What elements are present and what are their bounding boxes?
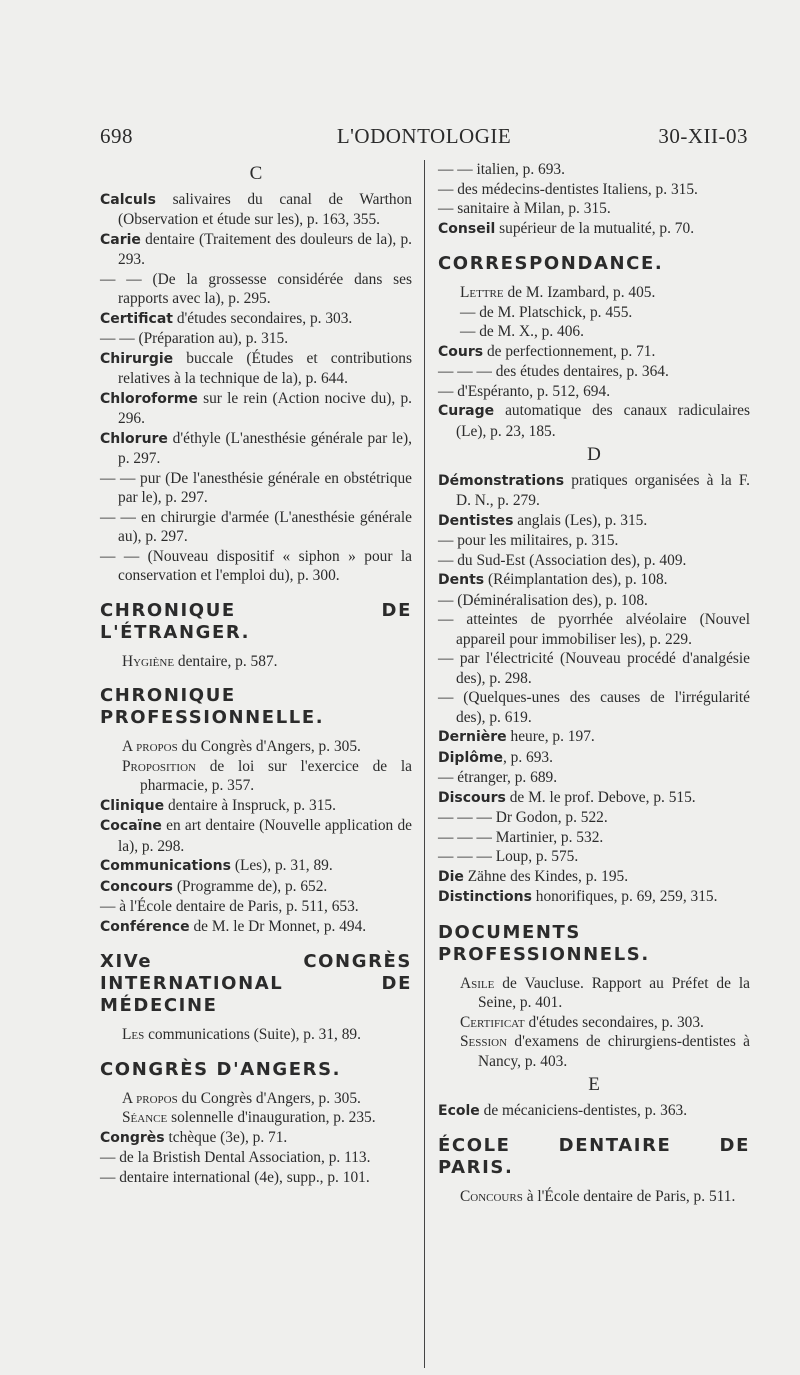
entry-keyword: Démonstrations bbox=[438, 472, 565, 489]
entry-text: (Programme de), p. 652. bbox=[172, 877, 328, 895]
entry-keyword: Communications bbox=[100, 858, 231, 874]
entry-text: — étranger, p. 689. bbox=[438, 769, 558, 786]
entry-text: solennelle d'inauguration, p. 235. bbox=[167, 1109, 376, 1126]
entry-text: — — (Nouveau dispositif « siphon » pour la conservation et l'emploi du), p. 300. bbox=[100, 547, 412, 584]
entry-keyword: Certificat bbox=[460, 1013, 525, 1031]
entry-text: — sanitaire à Milan, p. 315. bbox=[438, 200, 611, 217]
section-heading: CORRESPONDANCE. bbox=[438, 253, 664, 274]
index-column-right bbox=[438, 160, 750, 1207]
index-subentry bbox=[438, 1013, 750, 1033]
entry-text: — atteintes de pyorrhée alvéolaire (Nouvel appareil pour immobiliser les), p. 229. bbox=[438, 611, 750, 648]
index-entry bbox=[100, 190, 412, 230]
entry-text: — — en chirurgie d'armée (L'anesthésie générale au), p. 297. bbox=[100, 508, 412, 545]
index-subentry bbox=[438, 303, 750, 323]
entry-text: de mécaniciens-dentistes, p. 363. bbox=[479, 1101, 688, 1119]
section-heading: CHRONIQUE DE L'ÉTRANGER. bbox=[100, 599, 412, 643]
entry-text: communications (Suite), p. 31, 89. bbox=[144, 1026, 361, 1043]
section-heading: ÉCOLE DENTAIRE DE PARIS. bbox=[438, 1135, 750, 1178]
index-entry bbox=[100, 877, 412, 898]
entry-text: — de la Bristish Dental Association, p. 113. bbox=[100, 1149, 371, 1166]
index-entry bbox=[438, 160, 750, 180]
index-entry bbox=[438, 511, 750, 532]
entry-text: , p. 693. bbox=[502, 748, 553, 766]
issue-date: 30-XII-03 bbox=[658, 124, 748, 148]
entry-text: honorifiques, p. 69, 259, 315. bbox=[531, 888, 718, 905]
entry-keyword: Proposition bbox=[122, 757, 196, 775]
entry-text: — dentaire international (4e), supp., p. 101. bbox=[100, 1168, 370, 1186]
entry-keyword: A propos bbox=[122, 738, 178, 755]
entry-text: supérieur de la mutualité, p. 70. bbox=[495, 219, 695, 237]
index-entry bbox=[438, 342, 750, 363]
index-subentry bbox=[438, 322, 750, 342]
index-entry bbox=[438, 828, 750, 848]
entry-text: de M. Izambard, p. 405. bbox=[503, 284, 656, 301]
page-number: 698 bbox=[100, 124, 133, 148]
index-entry bbox=[438, 649, 750, 688]
journal-title: L'ODONTOLOGIE bbox=[336, 124, 512, 148]
index-subentry bbox=[438, 1032, 750, 1071]
entry-keyword: Dernière bbox=[438, 729, 507, 745]
entry-keyword: Asile bbox=[460, 974, 495, 992]
entry-keyword: Die bbox=[438, 868, 464, 885]
running-header bbox=[100, 124, 748, 154]
index-entry bbox=[438, 199, 750, 219]
entry-keyword: Certificat bbox=[100, 310, 173, 327]
entry-keyword: Ecole bbox=[438, 1102, 480, 1119]
entry-text: de perfectionnement, p. 71. bbox=[483, 342, 656, 360]
entry-text: — — (De la grossesse considérée dans ses rapports avec la), p. 295. bbox=[100, 270, 412, 307]
index-entry bbox=[100, 270, 412, 309]
index-entry bbox=[100, 796, 412, 817]
section-letter: E bbox=[588, 1074, 600, 1095]
index-entry bbox=[438, 382, 750, 402]
entry-keyword: Diplôme bbox=[438, 749, 503, 766]
index-entry bbox=[438, 570, 750, 591]
index-entry bbox=[438, 591, 750, 611]
entry-keyword: Les bbox=[122, 1026, 145, 1043]
index-subentry bbox=[100, 757, 412, 796]
entry-keyword: Hygiène bbox=[122, 652, 175, 670]
entry-text: — — pur (De l'anesthésie générale en obstétrique par le), p. 297. bbox=[100, 469, 412, 506]
index-subentry bbox=[100, 737, 412, 757]
entry-keyword: Lettre bbox=[460, 284, 504, 301]
entry-keyword: Dents bbox=[438, 572, 485, 588]
entry-text: — par l'électricité (Nouveau procédé d'analgésie des), p. 298. bbox=[438, 650, 750, 687]
entry-text: automatique des canaux radiculaires (Le), p. 23, 185. bbox=[456, 402, 750, 440]
index-entry bbox=[100, 856, 412, 877]
entry-keyword: Concours bbox=[460, 1188, 523, 1205]
entry-keyword: Conférence bbox=[100, 918, 190, 935]
entry-keyword: Conseil bbox=[438, 220, 496, 237]
entry-text: buccale (Études et contributions relatives à la technique de la), p. 644. bbox=[118, 349, 412, 387]
entry-keyword: Chloroforme bbox=[100, 390, 198, 407]
entry-keyword: Concours bbox=[100, 878, 173, 895]
entry-text: — — — des études dentaires, p. 364. bbox=[438, 363, 669, 380]
index-entry bbox=[438, 808, 750, 828]
entry-keyword: Carie bbox=[100, 231, 141, 248]
entry-text: sur le rein (Action nocive du), p. 296. bbox=[118, 389, 412, 427]
section-heading: XIVe CONGRÈS INTERNATIONAL DE MÉDECINE bbox=[100, 951, 412, 1016]
entry-text: anglais (Les), p. 315. bbox=[513, 511, 648, 529]
entry-text: pratiques organisées à la F. D. N., p. 279. bbox=[456, 471, 750, 509]
index-entry bbox=[100, 389, 412, 429]
index-entry bbox=[100, 816, 412, 856]
index-entry bbox=[100, 309, 412, 330]
index-entry bbox=[100, 508, 412, 547]
index-subentry bbox=[100, 1025, 412, 1045]
entry-text: d'examens de chirurgiens-dentistes à Nancy, p. 403. bbox=[478, 1033, 750, 1070]
index-subentry bbox=[438, 283, 750, 303]
entry-text: — — — Loup, p. 575. bbox=[438, 848, 579, 865]
index-entry bbox=[100, 469, 412, 508]
entry-text: — — (Préparation au), p. 315. bbox=[100, 330, 289, 347]
entry-text: dentaire, p. 587. bbox=[174, 652, 278, 670]
index-entry bbox=[438, 788, 750, 809]
index-entry bbox=[438, 1101, 750, 1122]
entry-text: — (Déminéralisation des), p. 108. bbox=[438, 591, 648, 609]
section-heading: CONGRÈS D'ANGERS. bbox=[100, 1058, 342, 1080]
entry-keyword: Clinique bbox=[100, 797, 165, 814]
entry-text: tchèque (3e), p. 71. bbox=[164, 1128, 288, 1146]
entry-keyword: Séance bbox=[122, 1109, 168, 1126]
entry-text: — à l'École dentaire de Paris, p. 511, 653. bbox=[100, 898, 359, 915]
index-entry bbox=[438, 219, 750, 240]
entry-keyword: A propos bbox=[122, 1089, 178, 1107]
section-letter: D bbox=[587, 444, 601, 465]
entry-text: — de M. Platschick, p. 455. bbox=[460, 303, 633, 321]
entry-keyword: Discours bbox=[438, 789, 506, 806]
index-entry bbox=[438, 531, 750, 551]
entry-text: dentaire (Traitement des douleurs de la), p. 293. bbox=[118, 230, 412, 268]
entry-text: d'études secondaires, p. 303. bbox=[524, 1013, 704, 1031]
entry-text: — — — Dr Godon, p. 522. bbox=[438, 809, 608, 826]
entry-text: — du Sud-Est (Association des), p. 409. bbox=[438, 551, 687, 569]
entry-keyword: Distinctions bbox=[438, 889, 532, 905]
index-entry bbox=[100, 329, 412, 349]
entry-text: heure, p. 197. bbox=[506, 728, 595, 745]
index-entry bbox=[100, 1148, 412, 1168]
entry-text: — (Quelques-unes des causes de l'irrégularité des), p. 619. bbox=[438, 689, 750, 726]
index-column-left bbox=[100, 160, 412, 1187]
index-subentry bbox=[100, 652, 412, 672]
entry-text: de M. le prof. Debove, p. 515. bbox=[505, 788, 696, 806]
index-subentry bbox=[100, 1089, 412, 1109]
entry-text: en art dentaire (Nouvelle application de la), p. 298. bbox=[118, 817, 412, 855]
index-entry bbox=[438, 471, 750, 511]
index-entry bbox=[438, 401, 750, 441]
entry-text: — — — Martinier, p. 532. bbox=[438, 828, 604, 846]
index-entry bbox=[438, 867, 750, 888]
entry-keyword: Congrès bbox=[100, 1129, 165, 1146]
entry-text: dentaire à Inspruck, p. 315. bbox=[164, 796, 336, 814]
index-entry bbox=[438, 180, 750, 200]
entry-text: Zähne des Kindes, p. 195. bbox=[463, 867, 629, 885]
entry-keyword: Chirurgie bbox=[100, 350, 174, 367]
section-heading: CHRONIQUE PROFESSIONNELLE. bbox=[100, 685, 325, 728]
section-letter: C bbox=[249, 163, 263, 184]
column-divider bbox=[424, 160, 425, 1368]
entry-text: — pour les militaires, p. 315. bbox=[438, 532, 619, 549]
index-entry bbox=[100, 349, 412, 389]
entry-text: salivaires du canal de Warthon (Observation et étude sur les), p. 163, 355. bbox=[118, 190, 412, 228]
entry-keyword: Curage bbox=[438, 403, 495, 419]
index-entry bbox=[438, 847, 750, 867]
entry-text: — d'Espéranto, p. 512, 694. bbox=[438, 382, 611, 400]
entry-text: de loi sur l'exercice de la pharmacie, p. 357. bbox=[140, 757, 412, 794]
entry-text: de Vaucluse. Rapport au Préfet de la Seine, p. 401. bbox=[478, 974, 750, 1011]
index-entry bbox=[438, 727, 750, 748]
entry-text: — des médecins-dentistes Italiens, p. 315. bbox=[438, 180, 698, 198]
index-entry bbox=[438, 768, 750, 788]
entry-text: du Congrès d'Angers, p. 305. bbox=[177, 738, 361, 755]
entry-keyword: Dentistes bbox=[438, 512, 514, 529]
entry-keyword: Chlorure bbox=[100, 430, 168, 447]
entry-text: (Réimplantation des), p. 108. bbox=[484, 571, 668, 588]
entry-text: — — italien, p. 693. bbox=[438, 161, 565, 178]
entry-keyword: Calculs bbox=[100, 191, 156, 208]
index-entry bbox=[100, 230, 412, 270]
entry-text: — de M. X., p. 406. bbox=[460, 323, 584, 340]
entry-text: de M. le Dr Monnet, p. 494. bbox=[189, 917, 367, 935]
index-subentry bbox=[438, 974, 750, 1013]
entry-keyword: Cours bbox=[438, 343, 484, 360]
entry-text: du Congrès d'Angers, p. 305. bbox=[177, 1089, 361, 1107]
index-entry bbox=[438, 551, 750, 571]
index-entry bbox=[100, 917, 412, 938]
index-entry bbox=[438, 362, 750, 382]
section-heading: DOCUMENTS PROFESSIONNELS. bbox=[438, 921, 650, 965]
index-entry bbox=[438, 610, 750, 649]
entry-keyword: Session bbox=[460, 1033, 508, 1050]
entry-keyword: Cocaïne bbox=[100, 818, 162, 834]
entry-text: d'éthyle (L'anesthésie générale par le), p. 297. bbox=[118, 429, 412, 467]
index-entry bbox=[438, 748, 750, 769]
index-entry bbox=[100, 547, 412, 586]
entry-text: d'études secondaires, p. 303. bbox=[172, 309, 353, 327]
entry-text: (Les), p. 31, 89. bbox=[230, 857, 333, 874]
entry-text: à l'École dentaire de Paris, p. 511. bbox=[522, 1188, 736, 1205]
index-subentry bbox=[438, 1187, 750, 1207]
index-entry bbox=[438, 688, 750, 727]
index-subentry bbox=[100, 1108, 412, 1128]
index-entry bbox=[100, 429, 412, 469]
index-entry bbox=[438, 887, 750, 908]
index-entry bbox=[100, 1128, 412, 1149]
index-entry bbox=[100, 1168, 412, 1188]
index-entry bbox=[100, 897, 412, 917]
